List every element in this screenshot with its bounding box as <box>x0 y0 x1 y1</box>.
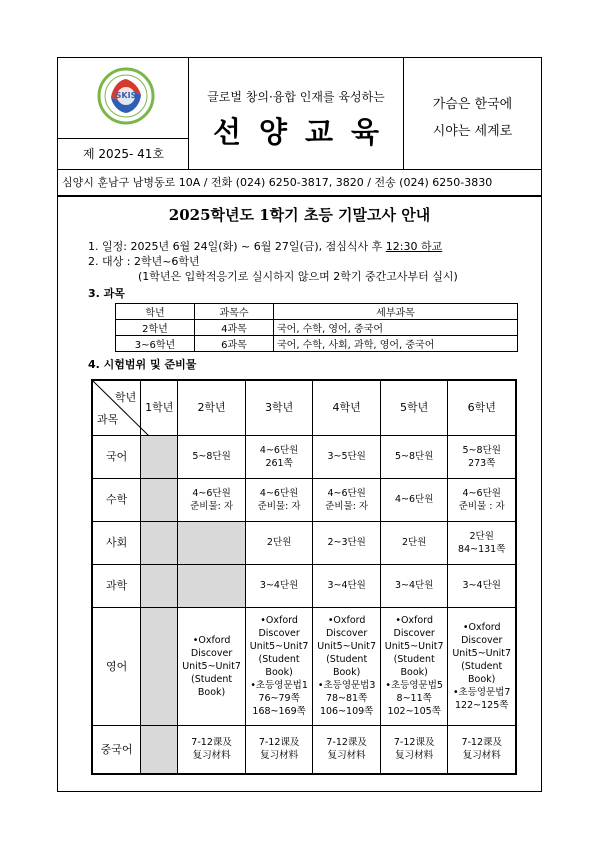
document-frame <box>57 57 542 792</box>
schedule-line <box>88 238 442 254</box>
scope-cell: 4~6단원 준비물: 자 <box>245 478 313 521</box>
scope-cell: 2단원 <box>245 521 313 564</box>
schedule-text: 1. 일정: 2025년 6월 24일(화) ~ 6월 27일(금), 점심식사 후 <box>88 240 386 253</box>
publication-cell <box>189 58 404 169</box>
motto-line-1: 가슴은 한국에 <box>432 97 513 112</box>
scope-cell <box>141 564 178 607</box>
subjects-header-row <box>116 304 518 320</box>
target-line: 2. 대상 : 2학년~6학년 <box>88 255 200 268</box>
table-row <box>92 435 516 478</box>
scope-heading: 4. 시험범위 및 준비물 <box>88 358 197 371</box>
scope-cell <box>178 521 246 564</box>
scope-cell: 4~6단원 준비물: 자 <box>313 478 381 521</box>
col-header-count: 과목수 <box>195 304 274 320</box>
scope-cell: 5~8단원 <box>380 435 448 478</box>
subjects-table <box>115 303 518 352</box>
table-row <box>92 607 516 725</box>
table-row <box>92 478 516 521</box>
scope-cell: 2단원 84~131쪽 <box>448 521 516 564</box>
scope-cell: 4~6단원 <box>380 478 448 521</box>
scope-cell <box>141 521 178 564</box>
scope-cell: 7-12课及 复习材料 <box>380 725 448 774</box>
scope-cell: 7-12课及 复习材料 <box>313 725 381 774</box>
scope-cell: •Oxford Discover Unit5~Unit7 (Student Book) •초등영문법1 76~79쪽 168~169쪽 <box>245 607 313 725</box>
subjects-heading: 3. 과목 <box>88 287 125 300</box>
count-cell: 4과목 <box>195 320 274 336</box>
table-row <box>92 725 516 774</box>
grade-header-4: 4학년 <box>313 380 381 435</box>
scope-cell <box>141 478 178 521</box>
subject-cell: 중국어 <box>92 725 141 774</box>
scope-cell: 3~4단원 <box>245 564 313 607</box>
logo-cell <box>58 58 189 169</box>
publication-title: 선양교육 <box>212 115 398 149</box>
table-row <box>92 564 516 607</box>
grade-header-5: 5학년 <box>380 380 448 435</box>
scope-cell: 4~6단원 261쪽 <box>245 435 313 478</box>
document-title: 2025학년도 1학기 초등 기말고사 안내 <box>168 206 431 224</box>
scope-cell: •Oxford Discover Unit5~Unit7 (Student Book) •초등영문법3 78~81쪽 106~109쪽 <box>313 607 381 725</box>
grade-header-1: 1학년 <box>141 380 178 435</box>
scope-cell: 7-12课及 复习材料 <box>448 725 516 774</box>
col-header-details: 세부과목 <box>274 304 518 320</box>
scope-cell: 2~3단원 <box>313 521 381 564</box>
logo-text: SKIS <box>115 91 137 100</box>
diagonal-line <box>93 381 149 436</box>
scope-cell: 4~6단원 준비물 : 자 <box>448 478 516 521</box>
scope-cell <box>178 564 246 607</box>
letterhead <box>58 58 541 169</box>
scope-cell: 5~8단원 <box>178 435 246 478</box>
scope-cell <box>141 725 178 774</box>
dismissal-time: 12:30 하교 <box>385 240 443 253</box>
grade-header-6: 6학년 <box>448 380 516 435</box>
scope-cell: 7-12课及 复习材料 <box>178 725 246 774</box>
scope-cell: 3~4단원 <box>313 564 381 607</box>
school-address: 심양시 훈남구 남병동로 10A / 전화 (024) 6250-3817, 3820 / 전송 (024) 6250-3830 <box>58 169 541 197</box>
corner-header-cell <box>92 380 141 435</box>
exam-table-body <box>92 435 516 774</box>
scope-cell: •Oxford Discover Unit5~Unit7 (Student Book) •초등영문법7 122~125쪽 <box>448 607 516 725</box>
issue-number: 제 2025- 41호 <box>58 138 189 169</box>
scope-cell <box>141 435 178 478</box>
scope-cell: 5~8단원 273쪽 <box>448 435 516 478</box>
exam-header-row <box>92 380 516 435</box>
target-note: (1학년은 입학적응기로 실시하지 않으며 2학기 중간고사부터 실시) <box>138 270 458 283</box>
scope-cell: 2단원 <box>380 521 448 564</box>
col-header-grade: 학년 <box>116 304 195 320</box>
subject-cell: 영어 <box>92 607 141 725</box>
subject-cell: 수학 <box>92 478 141 521</box>
subject-cell: 국어 <box>92 435 141 478</box>
grade-cell: 2학년 <box>116 320 195 336</box>
motto-line-2: 시야는 세계로 <box>432 124 513 139</box>
table-row <box>92 521 516 564</box>
details-cell: 국어, 수학, 사회, 과학, 영어, 중국어 <box>274 336 518 352</box>
grade-cell: 3~6학년 <box>116 336 195 352</box>
subject-cell: 과학 <box>92 564 141 607</box>
scope-cell: •Oxford Discover Unit5~Unit7 (Student Book) <box>178 607 246 725</box>
scope-cell: 4~6단원 준비물: 자 <box>178 478 246 521</box>
scope-cell: 3~4단원 <box>448 564 516 607</box>
scope-cell: •Oxford Discover Unit5~Unit7 (Student Book) •초등영문법5 8~11쪽 102~105쪽 <box>380 607 448 725</box>
motto-cell <box>404 58 541 169</box>
details-cell: 국어, 수학, 영어, 중국어 <box>274 320 518 336</box>
subject-cell: 사회 <box>92 521 141 564</box>
table-row <box>116 320 518 336</box>
slogan: 글로벌 창의·융합 인재를 육성하는 <box>207 90 385 104</box>
corner-subject-label: 과목 <box>97 413 119 426</box>
scope-cell <box>141 607 178 725</box>
scope-cell: 3~5단원 <box>313 435 381 478</box>
exam-scope-table <box>91 379 517 775</box>
scope-cell: 3~4단원 <box>380 564 448 607</box>
scope-cell: 7-12课及 复习材料 <box>245 725 313 774</box>
grade-header-3: 3학년 <box>245 380 313 435</box>
corner-grade-label: 학년 <box>114 391 137 404</box>
table-row <box>116 336 518 352</box>
count-cell: 6과목 <box>195 336 274 352</box>
grade-header-2: 2학년 <box>178 380 246 435</box>
